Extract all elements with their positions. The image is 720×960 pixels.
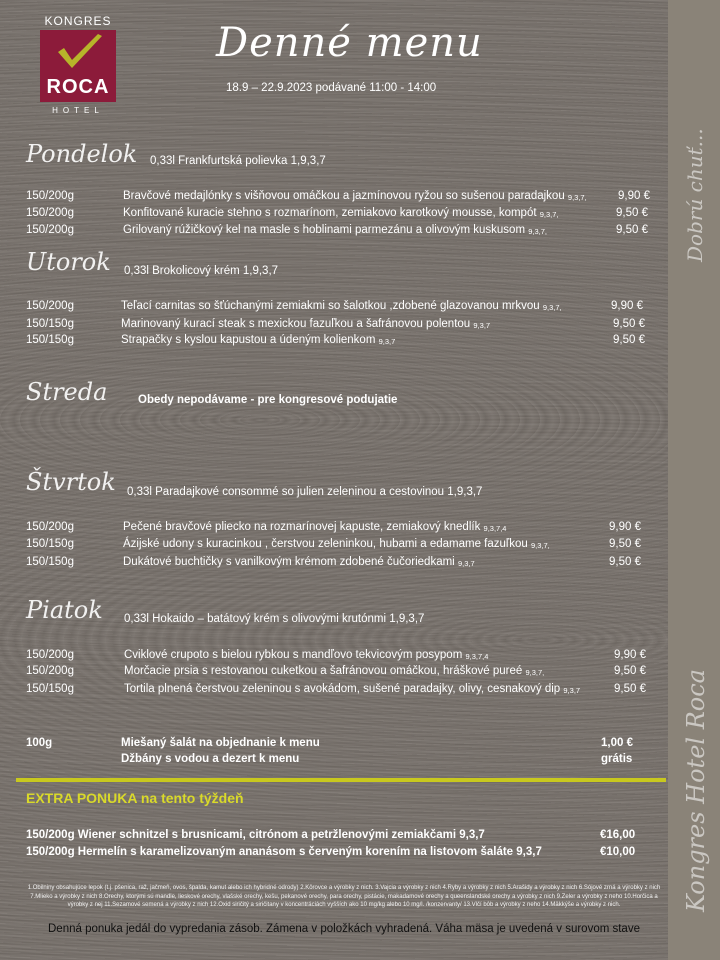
soup-friday: 0,33l Hokaido – batátový krém s olivovými krutónmi 1,9,3,7 xyxy=(124,613,425,625)
day-wednesday: Streda xyxy=(26,378,108,406)
price: 9,90 € xyxy=(609,521,641,533)
weight: 150/200g xyxy=(26,300,74,312)
soup-monday: 0,33l Frankfurtská polievka 1,9,3,7 xyxy=(150,155,326,167)
page-title: Denné menu xyxy=(216,20,483,66)
weight: 150/200g xyxy=(26,665,74,677)
weight: 150/150g xyxy=(26,683,74,695)
weekly-offer-title: EXTRA PONUKA na tento týždeň xyxy=(26,790,244,806)
checkmark-icon xyxy=(40,30,116,76)
dish: Strapačky s kyslou kapustou a údeným kolienkom $_{9,3,7}$ xyxy=(121,334,396,346)
footer-note: Denná ponuka jedál do vypredania zásob. Zámena v položkách vyhradená. Váha mäsa je uvedená v surovom stave xyxy=(48,923,640,935)
weight: 150/200g xyxy=(26,649,74,661)
weight: 150/150g xyxy=(26,556,74,568)
day-thursday: Štvrtok xyxy=(26,468,116,496)
price: 9,90 € xyxy=(614,649,646,661)
salad-weight: 100g xyxy=(26,737,53,749)
wednesday-note: Obedy nepodávame - pre kongresové podujatie xyxy=(138,394,398,406)
price: 9,50 € xyxy=(614,665,646,677)
day-friday: Piatok xyxy=(26,596,103,624)
price: 9,50 € xyxy=(613,334,645,346)
allergens-legend: 1.Obilniny obsahujúce lepok (t.j. pšenica, raž, jačmeň, ovos, špalda, kamut alebo ich hybridné odrody) 2.Kôrovce a výrobky z nich. 3.Vajcia a výrobky z nich 4.Ryby a výrobky z nich 5.Arašidy a výrobky z nich 6.Sójové zrná a výrobky z nich 7.Mlieko a výrobky z nich 8.Orechy, ktorými sú mandle, lieskové orechy, vlašské orechy, kešu, pekanové orechy, para orechy, pistácie, makadamové orechy a queenslandské orechy a výrobky z nich 9.Zeler a výrobky z neho 10.Horčica a výrobky z nej 11.Sezamové semená a výrobky z nich 12.Oxid siričitý a siričitany v koncentráciách vyšších ako 10 mg/kg alebo 10 mg/l. /konzervanty/ 13.Vlčí bôb a výrobky z neho 14.Mäkkýše a výrobky z nich. xyxy=(27,885,661,908)
dish: Morčacie prsia s restovanou cuketkou a šafránovou omáčkou, hráškové pureé $_{9,3,7,}$ xyxy=(124,665,545,677)
soup-thursday: 0,33l Paradajkové consommé so julien zeleninou a cestovinou 1,9,3,7 xyxy=(127,486,483,498)
price: 9,50 € xyxy=(616,207,648,219)
weekly-item: 150/200g Hermelín s karamelizovaným ananásom s červeným korením na listovom šaláte 9,3,7 xyxy=(26,846,542,858)
dish: Konfitované kuracie stehno s rozmarínom, zemiakovo karotkový mousse, kompót $_{9,3,7,}$ xyxy=(123,207,559,219)
weight: 150/200g xyxy=(26,207,74,219)
weekly-price: €10,00 xyxy=(600,846,636,858)
weight: 150/150g xyxy=(26,318,74,330)
dish: Grilovaný rúžičkový kel na masle s hoblinami parmezánu a olivovým kuskusom $_{9,3,7,}$ xyxy=(123,224,547,236)
soup-tuesday: 0,33l Brokolicový krém 1,9,3,7 xyxy=(124,265,279,277)
dish: Bravčové medajlónky s višňovou omáčkou a jazmínovou ryžou so sušenou paradajkou $_{9,3,7,}$ xyxy=(123,190,587,202)
salad-label: Miešaný šalát na objednanie k menu xyxy=(121,737,320,749)
dish: Ázijské udony s kuracinkou , čerstvou zeleninkou, hubami a edamame fazuľkou $_{9,3,7,}$ xyxy=(123,538,550,550)
side-text-bottom: Kongres Hotel Roca xyxy=(682,669,710,912)
logo-bottom-text: HOTEL xyxy=(52,106,104,115)
price: 9,50 € xyxy=(613,318,645,330)
price: 9,50 € xyxy=(614,683,646,695)
water-label: Džbány s vodou a dezert k menu xyxy=(121,753,300,765)
weight: 150/200g xyxy=(26,521,74,533)
dish: Pečené bravčové pliecko na rozmarínovej kapuste, zemiakový knedlík $_{9,3,7,4}$ xyxy=(123,521,507,533)
weight: 150/150g xyxy=(26,334,74,346)
dish: Teľací carnitas so šťúchanými zemiakmi so šalotkou ,zdobené glazovanou mrkvou $_{9,3,7,}$ xyxy=(121,300,562,312)
logo-top-text: KONGRES xyxy=(44,14,112,28)
dish: Dukátové buchtičky s vanilkovým krémom zdobené čučoriedkami $_{9,3,7}$ xyxy=(123,556,475,568)
price: 9,50 € xyxy=(616,224,648,236)
price: 9,50 € xyxy=(609,538,641,550)
salad-price: 1,00 € xyxy=(601,737,633,749)
weight: 150/200g xyxy=(26,190,74,202)
price: 9,50 € xyxy=(609,556,641,568)
day-monday: Pondelok xyxy=(26,140,138,168)
weight: 150/200g xyxy=(26,224,74,236)
day-tuesday: Utorok xyxy=(26,248,111,276)
price: 9,90 € xyxy=(618,190,650,202)
menu-dates: 18.9 – 22.9.2023 podávané 11:00 - 14:00 xyxy=(226,82,437,94)
logo-name: ROCA xyxy=(46,76,110,98)
weekly-item: 150/200g Wiener schnitzel s brusnicami, citrónom a petržlenovými zemiakčami 9,3,7 xyxy=(26,829,485,841)
dish: Tortila plnená čerstvou zeleninou s avokádom, sušené paradajky, olivy, cesnakový dip $_{9,3,7}$ xyxy=(124,683,581,695)
dish: Cviklové crupoto s bielou rybkou s mandľovo tekvicovým posypom $_{9,3,7,4}$ xyxy=(124,649,489,661)
side-text-top: Dobrú chuť... xyxy=(683,128,707,262)
price: 9,90 € xyxy=(611,300,643,312)
weekly-price: €16,00 xyxy=(600,829,636,841)
hotel-logo xyxy=(40,30,116,102)
divider xyxy=(16,778,666,782)
weight: 150/150g xyxy=(26,538,74,550)
water-price: grátis xyxy=(601,753,633,765)
dish: Marinovaný kurací steak s mexickou fazuľkou a šafránovou polentou $_{9,3,7}$ xyxy=(121,318,491,330)
